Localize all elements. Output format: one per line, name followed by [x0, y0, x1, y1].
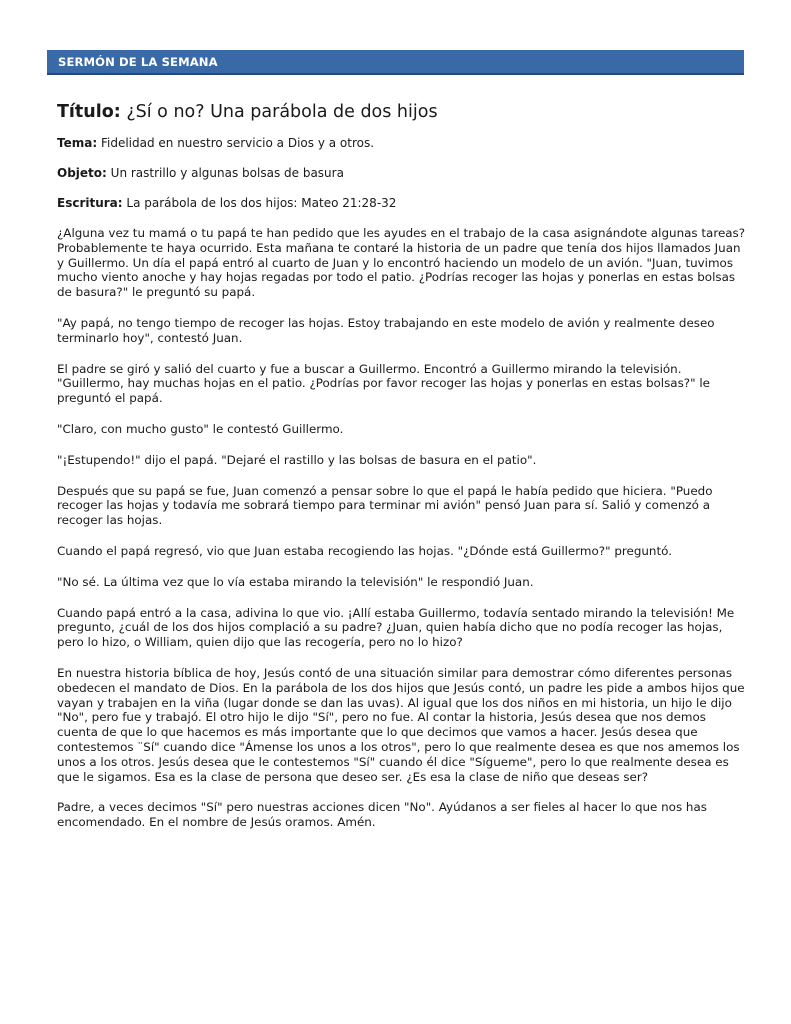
paragraph: "No sé. La última vez que lo vía estaba mirando la televisión" le respondió Juan. [57, 574, 534, 589]
paragraph: En nuestra historia bíblica de hoy, Jesús contó de una situación similar para demostrar cómo diferentes personas obedecen el mandato de Dios. En la parábola de los dos hijos que Jesús contó, un padre les pide a ambos hijos que vayan y trabajen en la viña (lugar donde se dan las uvas). Al igual que los dos niños en mi historia, un hijo le dijo "No", pero fue y trabajó. El otro hijo le dijo "Sí", pero no fue. Al contar la historia, Jesús desea que nos demos cuenta de que lo que hacemos es más importante que lo que decimos que vamos a hacer. Jesús desea que contestemos ¨Sí" cuando dice "Ámense los unos a los otros", pero lo que realmente desea es que nos amemos los unos a los otros. Jesús desea que le contestemos "Sí" cuando él dice "Sígueme", pero lo que realmente desea es que le sigamos. Esa es la clase de persona que deseo ser. ¿Es esa la clase de niño que deseas ser? [57, 665, 745, 784]
paragraph: "Claro, con mucho gusto" le contestó Guillermo. [57, 421, 344, 436]
paragraph: Cuando papá entró a la casa, adivina lo que vio. ¡Allí estaba Guillermo, todavía sentado mirando la televisión! Me pregunto, ¿cuál de los dos hijos complació a su padre? ¿Juan, quien había dicho que no podía recoger las hojas, pero lo hizo, o William, quien dijo que las recogería, pero no lo hizo? [57, 605, 735, 650]
page-title [57, 101, 747, 123]
meta-topic-label: Tema: [57, 136, 98, 150]
section-banner: SERMÓN DE LA SEMANA [47, 50, 744, 75]
meta-object-label: Objeto: [57, 166, 107, 180]
sermon-content [57, 101, 747, 846]
meta-topic-value: Fidelidad en nuestro servicio a Dios y a otros. [100, 136, 375, 150]
meta-scripture [57, 196, 747, 211]
paragraph: El padre se giró y salió del cuarto y fue a buscar a Guillermo. Encontró a Guillermo mirando la televisión. "Guillermo, hay muchas hojas en el patio. ¿Podrías por favor recoger las hojas y ponerlas en estas bolsas?" le preguntó el papá. [57, 361, 710, 406]
paragraph: ¿Alguna vez tu mamá o tu papá te han pedido que les ayudes en el trabajo de la casa asignándote algunas tareas? Probablemente te haya ocurrido. Esta mañana te contaré la historia de un padre que tenía dos hijos llamados Juan y Guillermo. Un día el papá entró al cuarto de Juan y lo encontró haciendo un modelo de un avión. "Juan, tuvimos mucho viento anoche y hay hojas regadas por todo el patio. ¿Podrías recoger las hojas y ponerlas en estas bolsas de basura?" le preguntó su papá. [57, 226, 746, 300]
meta-scripture-value: La parábola de los dos hijos: Mateo 21:28-32 [126, 196, 397, 210]
title-text: ¿Sí o no? Una parábola de dos hijos [126, 102, 438, 122]
title-label: Título: [57, 102, 121, 122]
meta-object-value: Un rastrillo y algunas bolsas de basura [110, 166, 344, 180]
paragraph: "Ay papá, no tengo tiempo de recoger las hojas. Estoy trabajando en este modelo de avión y realmente deseo terminarlo hoy", contestó Juan. [57, 315, 715, 345]
meta-topic [57, 136, 747, 151]
paragraph: "¡Estupendo!" dijo el papá. "Dejaré el rastillo y las bolsas de basura en el patio". [57, 452, 537, 467]
meta-scripture-label: Escritura: [57, 196, 123, 210]
closing-prayer: Padre, a veces decimos "Sí" pero nuestras acciones dicen "No". Ayúdanos a ser fieles al hacer lo que nos has encomendado. En el nombre de Jesús oramos. Amén. [57, 800, 707, 830]
paragraph: Después que su papá se fue, Juan comenzó a pensar sobre lo que el papá le había pedido que hiciera. "Puedo recoger las hojas y todavía me sobrará tiempo para terminar mi avión" pensó Juan para sí. Salió y comenzó a recoger las hojas. [57, 483, 713, 528]
meta-object [57, 166, 747, 181]
paragraph: Cuando el papá regresó, vio que Juan estaba recogiendo las hojas. "¿Dónde está Guillermo?" preguntó. [57, 543, 672, 558]
